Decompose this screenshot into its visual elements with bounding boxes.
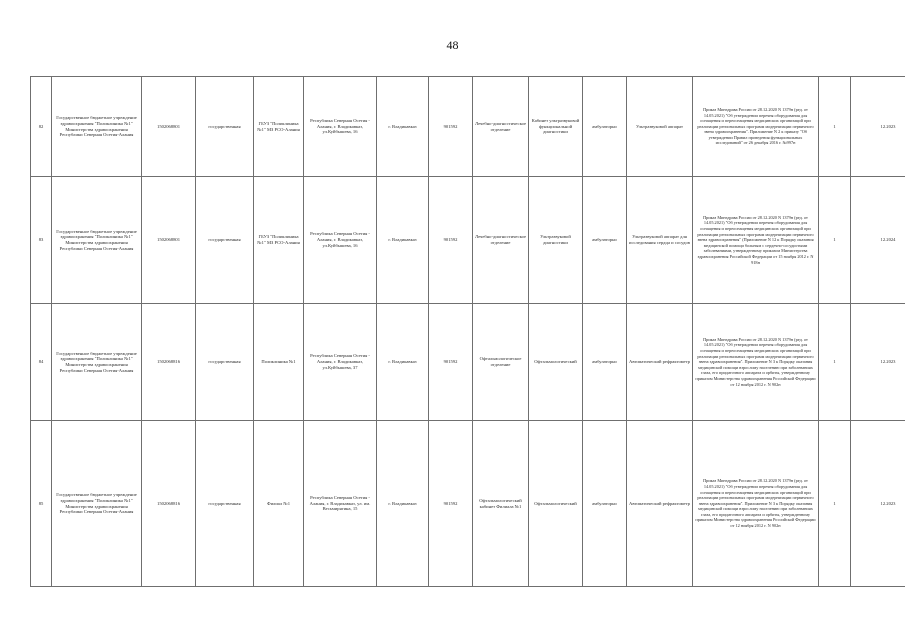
city-cell: г. Владикавказ: [377, 421, 429, 587]
regulation-cell: Приказ Минздрава России от 28.12.2020 N 1379н (ред. от 14.05.2021) "Об утверждении перечня оборудования для оснащения и переоснащения медицинских организаций при реализации региональных программ модернизации первичного звена здравоохранения". Приложение N 3 к Порядку оказания медицинской помощи взрослому населению при заболеваниях глаза, его придаточного аппарата и орбиты, утвержденному приказом Министерства здравоохранения Российской Федерации от 12 ноября 2012 г. N 902н: [693, 304, 819, 421]
quantity-cell: 1: [819, 177, 851, 304]
room-cell: Офтальмологический: [529, 304, 583, 421]
code-cell: 1502068801: [142, 77, 196, 177]
quantity-cell: 1: [819, 77, 851, 177]
unit-cell: Филиал №1: [254, 421, 304, 587]
organization-cell: Государственное бюджетное учреждение здравоохранения "Поликлиника №1" Министерства здравоохранения Республики Северная Осетия-Алания: [52, 421, 142, 587]
department-cell: Офтальмологическое отделение: [473, 304, 529, 421]
address-cell: Республика Северная Осетия - Алания, г. Владикавказ, ул. им. Весьмирягина, 15: [304, 421, 377, 587]
address-cell: Республика Северная Осетия - Алания, г. Владикавказ, ул.Куйбышева, 16: [304, 177, 377, 304]
okato-cell: 901592: [429, 77, 473, 177]
regulation-cell: Приказ Минздрава России от 28.12.2020 N 1379н (ред. от 14.05.2021) "Об утверждении перечня оборудования для оснащения и переоснащения медицинских организаций при реализации региональных программ модернизации первичного звена здравоохранения". Приложение N 3 к Порядку оказания медицинской помощи взрослому населению при заболеваниях глаза, его придаточного аппарата и орбиты, утвержденному приказом Министерства здравоохранения Российской Федерации от 12 ноября 2012 г. N 902н: [693, 421, 819, 587]
department-cell: Лечебно-диагностическое отделение: [473, 177, 529, 304]
ownership-cell: государственная: [196, 77, 254, 177]
page-number: 48: [446, 38, 459, 52]
organization-cell: Государственное бюджетное учреждение здравоохранения "Поликлиника №1" Министерства здравоохранения Республики Северная Осетия-Алания: [52, 77, 142, 177]
quantity-cell: 1: [819, 421, 851, 587]
row-number-cell: 82: [31, 77, 52, 177]
equipment-cell: Автоматический рефрактометр: [627, 304, 693, 421]
table-row: [31, 421, 905, 587]
ownership-cell: государственная: [196, 177, 254, 304]
care-type-cell: амбулаторно: [583, 177, 627, 304]
date-cell: 12.2023: [851, 77, 905, 177]
care-type-cell: амбулаторно: [583, 421, 627, 587]
city-cell: г. Владикавказ: [377, 304, 429, 421]
table-row: [31, 304, 905, 421]
room-cell: Ультразвуковой диагностики: [529, 177, 583, 304]
okato-cell: 901592: [429, 304, 473, 421]
unit-cell: Поликлиника №1: [254, 304, 304, 421]
row-number-cell: 85: [31, 421, 52, 587]
date-cell: 12.2023: [851, 304, 905, 421]
care-type-cell: амбулаторно: [583, 77, 627, 177]
date-cell: 12.2024: [851, 177, 905, 304]
regulation-cell: Приказ Минздрава России от 28.12.2020 N 1379н (ред. от 14.05.2021) "Об утверждении перечня оборудования для оснащения и переоснащения медицинских организаций при реализации региональных программ модернизации первичного звена здравоохранения" (Приложение N 12 к Порядку оказания медицинской помощи больным с сердечно-сосудистыми заболеваниями, утвержденному приказом Министерства здравоохранения Российской Федерации от 15 ноября 2012 г. N 918н: [693, 177, 819, 304]
department-cell: Лечебно-диагностическое отделение: [473, 77, 529, 177]
city-cell: г. Владикавказ: [377, 177, 429, 304]
address-cell: Республика Северная Осетия - Алания, г. Владикавказ, ул.Куйбышева, 16: [304, 77, 377, 177]
department-cell: Офтальмологический кабинет Филиала №1: [473, 421, 529, 587]
equipment-cell: Ультразвуковой аппарат: [627, 77, 693, 177]
okato-cell: 901592: [429, 177, 473, 304]
row-number-cell: 83: [31, 177, 52, 304]
table-row: [31, 177, 905, 304]
equipment-registry-table: [30, 76, 905, 587]
unit-cell: ГБУЗ "Поликлиника №1" МЗ РСО-Алания: [254, 177, 304, 304]
city-cell: г. Владикавказ: [377, 77, 429, 177]
care-type-cell: амбулаторно: [583, 304, 627, 421]
row-number-cell: 84: [31, 304, 52, 421]
code-cell: 1502068816: [142, 304, 196, 421]
room-cell: Кабинет ультразвуковой функциональной диагностики: [529, 77, 583, 177]
ownership-cell: государственная: [196, 304, 254, 421]
table-row: [31, 77, 905, 177]
organization-cell: Государственное бюджетное учреждение здравоохранения "Поликлиника №1" Министерства здравоохранения Республики Северная Осетия-Алания: [52, 304, 142, 421]
equipment-cell: Автоматический рефрактометр: [627, 421, 693, 587]
regulation-cell: Приказ Минздрава России от 28.12.2020 N 1379н (ред. от 14.05.2021) "Об утверждении перечня оборудования для оснащения и переоснащения медицинских организаций при реализации региональных программ модернизации первичного звена здравоохранения". Приложение N 2 к приказу "Об утверждении Правил проведения функциональных исследований" от 26 декабря 2016 г. №997н: [693, 77, 819, 177]
equipment-cell: Ультразвуковой аппарат для исследования сердца и сосудов: [627, 177, 693, 304]
okato-cell: 901592: [429, 421, 473, 587]
code-cell: 1502068816: [142, 421, 196, 587]
date-cell: 12.2023: [851, 421, 905, 587]
unit-cell: ГБУЗ "Поликлиника №1" МЗ РСО-Алания: [254, 77, 304, 177]
code-cell: 1502068801: [142, 177, 196, 304]
room-cell: Офтальмологический: [529, 421, 583, 587]
quantity-cell: 1: [819, 304, 851, 421]
ownership-cell: государственная: [196, 421, 254, 587]
address-cell: Республика Северная Осетия - Алания, г. Владикавказ, ул.Куйбышева, 37: [304, 304, 377, 421]
organization-cell: Государственное бюджетное учреждение здравоохранения "Поликлиника №1" Министерства здравоохранения Республики Северная Осетия-Алания: [52, 177, 142, 304]
